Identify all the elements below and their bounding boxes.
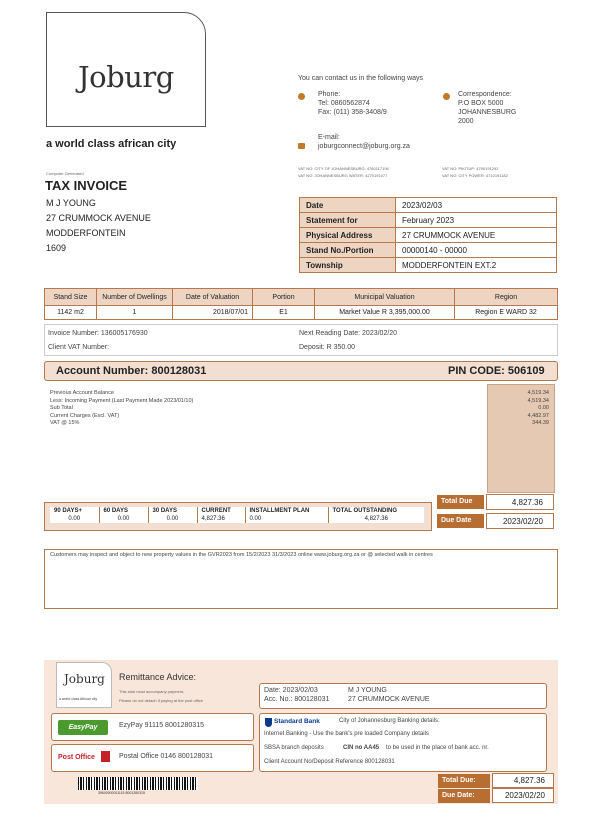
due-date-label: Due Date bbox=[437, 514, 484, 528]
aging-value: 4,827.36 bbox=[197, 515, 245, 523]
small-tagline: a world class African city bbox=[59, 697, 98, 701]
next-reading-date: Next Reading Date: 2023/02/20 bbox=[299, 330, 398, 337]
postoffice-logo: Post Office bbox=[58, 754, 95, 761]
addressee-line: 1609 bbox=[46, 243, 67, 253]
summary-label: Sub Total bbox=[50, 405, 73, 411]
client-vat-number: Client VAT Number: bbox=[48, 344, 110, 351]
logo-tagline: a world class african city bbox=[46, 138, 177, 150]
account-info-table bbox=[299, 197, 557, 273]
aging-header: 60 DAYS bbox=[99, 507, 148, 515]
notice-box bbox=[44, 549, 558, 609]
aging-header: 90 DAYS+ bbox=[50, 507, 99, 515]
summary-label: VAT @ 15% bbox=[50, 420, 80, 426]
vat-line: VAT NO: CITY POWER: 4710191182 bbox=[442, 173, 508, 178]
joburg-logo: Joburg bbox=[78, 60, 174, 94]
account-number: Account Number: 800128031 bbox=[56, 365, 207, 377]
barcode bbox=[78, 777, 198, 790]
remittance-name: M J YOUNG bbox=[348, 687, 387, 694]
bank-line: to be used in the place of bank acc. nr. bbox=[386, 745, 489, 751]
bank-line: Internet Banking - Use the bank's pre loaded Company details bbox=[264, 731, 429, 737]
info-label: Township bbox=[300, 258, 396, 273]
email-address: joburgconnect@joburg.org.za bbox=[318, 143, 410, 150]
postoffice-number: Postal Office 0146 800128031 bbox=[119, 753, 214, 760]
notice-text: Customers may inspect and object to new property values in the GVR2023 from 15/2/2023 31/3/2023 online www.joburg.org.za or @ selected walk in centres bbox=[50, 552, 433, 558]
summary-labels bbox=[50, 390, 193, 428]
remittance-acc: Acc. No.: 800128031 bbox=[264, 696, 330, 703]
addressee-block bbox=[46, 196, 151, 256]
document-title: TAX INVOICE bbox=[45, 178, 128, 193]
info-value: 2023/02/03 bbox=[396, 198, 557, 213]
vat-line: VAT NO: PIKITUP: 4790191292 bbox=[442, 166, 499, 171]
info-value: 27 CRUMMOCK AVENUE bbox=[396, 228, 557, 243]
email-icon bbox=[298, 143, 305, 149]
info-label: Date bbox=[300, 198, 396, 213]
valuation-header: Region bbox=[455, 289, 558, 306]
summary-label: Current Charges (Excl. VAT) bbox=[50, 412, 120, 419]
remittance-date: Date: 2023/02/03 bbox=[264, 687, 318, 694]
valuation-cell: 1142 m2 bbox=[45, 306, 97, 320]
phone-label: Phone: bbox=[318, 91, 341, 98]
phone-tel: Tel: 0860562874 bbox=[318, 100, 370, 107]
summary-value: 0.00 bbox=[538, 405, 549, 411]
valuation-cell: 2018/07/01 bbox=[173, 306, 253, 320]
easypay-logo: EasyPay bbox=[58, 720, 108, 735]
valuation-cell: Market Value R 3,395,000.00 bbox=[315, 306, 455, 320]
invoice-number: Invoice Number: 136005176930 bbox=[48, 330, 148, 337]
remit-date-label: Due Date: bbox=[438, 789, 490, 803]
summary-value: 4,482.97 bbox=[527, 412, 549, 419]
aging-value: 0.00 bbox=[99, 515, 148, 523]
valuation-header: Date of Valuation bbox=[173, 289, 253, 306]
bank-cin: CIN no AA45 bbox=[343, 745, 380, 751]
valuation-header: Municipal Valuation bbox=[315, 289, 455, 306]
barcode-text: 39600000011115 8001280315 bbox=[98, 791, 145, 795]
info-label: Statement for bbox=[300, 213, 396, 228]
contact-intro: You can contact us in the following ways bbox=[298, 75, 424, 82]
aging-value: 0.00 bbox=[245, 515, 328, 523]
remit-total-label: Total Due: bbox=[438, 774, 490, 788]
corr-label: Correspondence: bbox=[458, 91, 512, 98]
remittance-note: This stub must accompany payment, bbox=[119, 689, 185, 694]
aging-table bbox=[50, 507, 424, 523]
aging-value: 0.00 bbox=[50, 515, 99, 523]
corr-line: JOHANNESBURG bbox=[458, 109, 517, 116]
bank-line: City of Johannesburg Banking details: bbox=[339, 718, 440, 724]
summary-value: 4,519.34 bbox=[527, 390, 549, 396]
aging-header: 30 DAYS bbox=[148, 507, 197, 515]
aging-header: TOTAL OUTSTANDING bbox=[332, 508, 398, 514]
total-due-label: Total Due bbox=[437, 495, 484, 509]
addressee-line: M J YOUNG bbox=[46, 198, 96, 208]
aging-header: INSTALLMENT PLAN bbox=[245, 507, 328, 515]
remittance-note: Please do not detach if paying at the post office bbox=[119, 698, 203, 703]
valuation-cell: 1 bbox=[97, 306, 173, 320]
info-value: MODDERFONTEIN EXT.2 bbox=[396, 258, 557, 273]
aging-value: 0.00 bbox=[148, 515, 197, 523]
valuation-cell: Region E WARD 32 bbox=[455, 306, 558, 320]
vat-line: VAT NO: CITY OF JOHANNESBURG: 4760117194 bbox=[298, 166, 389, 171]
summary-label: Less: Incoming Payment (Last Payment Made 2023/01/10) bbox=[50, 397, 194, 404]
summary-label: Previous Account Balance bbox=[50, 390, 114, 396]
remittance-addr: 27 CRUMMOCK AVENUE bbox=[348, 696, 430, 703]
phone-icon bbox=[298, 93, 305, 100]
remit-total-value: 4,827.36 bbox=[492, 773, 554, 788]
addressee-line: MODDERFONTEIN bbox=[46, 228, 126, 238]
pen-icon bbox=[443, 93, 450, 100]
valuation-cell: E1 bbox=[253, 306, 315, 320]
aging-header: CURRENT bbox=[197, 507, 245, 515]
info-value: 00000140 - 00000 bbox=[396, 243, 557, 258]
aging-value: 4,827.36 bbox=[364, 516, 388, 522]
bank-line: Client Account No/Deposit Reference 800128031 bbox=[264, 759, 395, 765]
info-value: February 2023 bbox=[396, 213, 557, 228]
valuation-table bbox=[44, 288, 558, 320]
standard-bank-logo: Standard Bank bbox=[274, 718, 320, 725]
small-joburg-logo: Joburg bbox=[64, 672, 105, 686]
total-due-value: 4,827.36 bbox=[486, 494, 554, 510]
remittance-title: Remittance Advice: bbox=[119, 672, 197, 682]
postoffice-stamp-icon bbox=[101, 751, 110, 762]
summary-value: 344.39 bbox=[532, 420, 549, 426]
email-label: E-mail: bbox=[318, 134, 340, 141]
computer-generated-note: Computer Generated bbox=[46, 171, 84, 176]
info-label: Physical Address bbox=[300, 228, 396, 243]
vat-line: VAT NO: JOHANNESBURG WATER: 4270191077 bbox=[298, 173, 388, 178]
easypay-number: EzyPay 91115 8001280315 bbox=[119, 722, 204, 729]
due-date-value: 2023/02/20 bbox=[486, 513, 554, 529]
invoice-meta-box bbox=[44, 324, 558, 356]
summary-value: 4,519.34 bbox=[527, 397, 549, 404]
corr-line: 2000 bbox=[458, 118, 474, 125]
phone-fax: Fax: (011) 358-3408/9 bbox=[318, 109, 387, 116]
corr-line: P.O BOX 5000 bbox=[458, 100, 504, 107]
valuation-header: Portion bbox=[253, 289, 315, 306]
deposit: Deposit: R 350.00 bbox=[299, 344, 356, 351]
standard-bank-shield-icon bbox=[265, 718, 272, 727]
pin-code: PIN CODE: 506109 bbox=[448, 365, 545, 377]
remit-date-value: 2023/02/20 bbox=[492, 788, 554, 803]
info-label: Stand No./Portion bbox=[300, 243, 396, 258]
summary-values bbox=[487, 390, 549, 428]
addressee-line: 27 CRUMMOCK AVENUE bbox=[46, 213, 151, 223]
bank-line: SBSA branch deposits bbox=[264, 745, 324, 751]
valuation-header: Stand Size bbox=[45, 289, 97, 306]
valuation-header: Number of Dwellings bbox=[97, 289, 173, 306]
